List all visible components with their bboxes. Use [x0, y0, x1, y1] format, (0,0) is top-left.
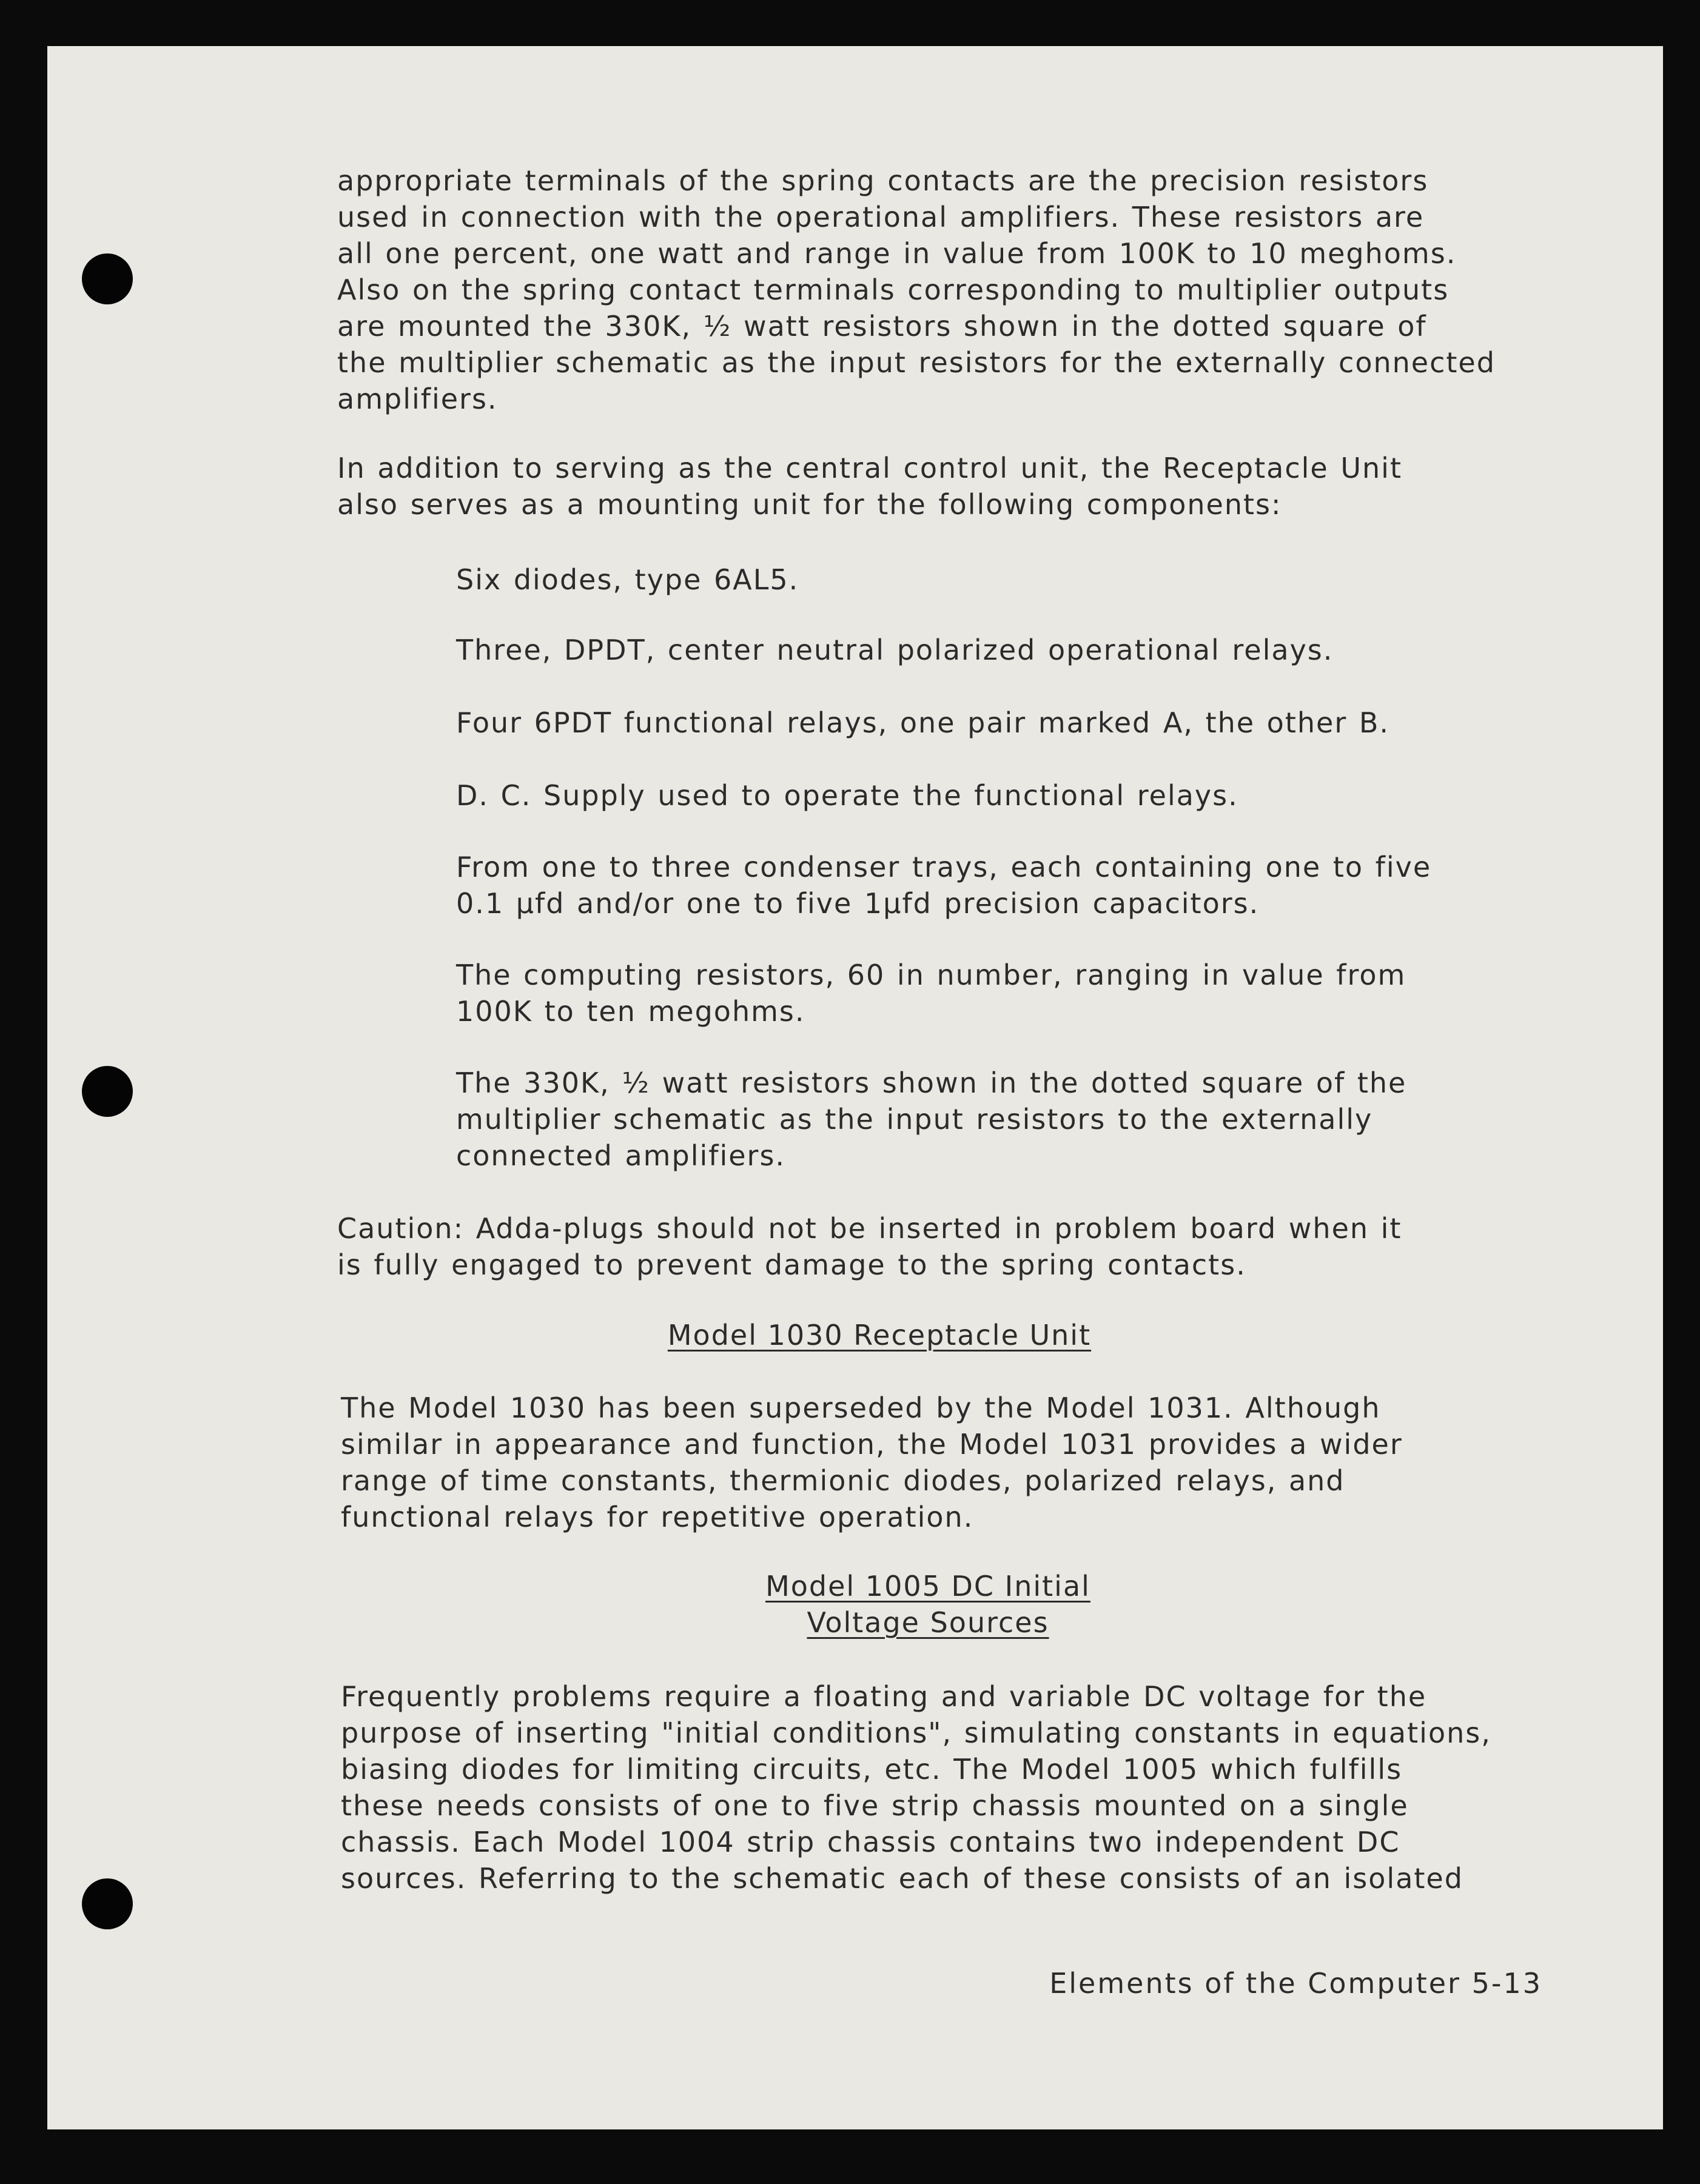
text-line: The Model 1030 has been superseded by the Model 1031. Although: [341, 1392, 1381, 1424]
section-heading-model-1030: Model 1030 Receptacle Unit: [667, 1319, 1092, 1352]
text-line: sources. Referring to the schematic each of these consists of an isolated: [341, 1862, 1463, 1895]
text-line: Three, DPDT, center neutral polarized operational relays.: [456, 634, 1334, 666]
text-line: purpose of inserting "initial conditions", simulating constants in equations,: [341, 1717, 1491, 1749]
list-item: [456, 705, 1548, 741]
paragraph-model-1005: [341, 1678, 1491, 1897]
caution-note: [337, 1210, 1402, 1283]
text-line: chassis. Each Model 1004 strip chassis contains two independent DC: [341, 1826, 1400, 1858]
punch-hole-bottom: [82, 1878, 133, 1929]
paragraph-mounting-unit: [337, 450, 1402, 523]
text-line: functional relays for repetitive operation.: [341, 1501, 974, 1533]
text-line: are mounted the 330K, ½ watt resistors shown in the dotted square of: [337, 310, 1427, 343]
list-item: [456, 561, 1548, 598]
text-line: appropriate terminals of the spring contacts are the precision resistors: [337, 164, 1429, 197]
list-item: [456, 632, 1548, 668]
text-line: also serves as a mounting unit for the following components:: [337, 488, 1282, 521]
text-line: range of time constants, thermionic diodes, polarized relays, and: [341, 1464, 1345, 1497]
text-line: Frequently problems require a floating and variable DC voltage for the: [341, 1680, 1427, 1713]
list-item: [456, 777, 1548, 814]
section-heading-model-1005: [667, 1568, 1189, 1641]
text-line: The computing resistors, 60 in number, ranging in value from: [456, 959, 1406, 991]
text-line: all one percent, one watt and range in value from 100K to 10 meghoms.: [337, 237, 1457, 270]
text-line: Six diodes, type 6AL5.: [456, 563, 799, 596]
text-line: Four 6PDT functional relays, one pair marked A, the other B.: [456, 706, 1390, 739]
text-line: these needs consists of one to five strip chassis mounted on a single: [341, 1789, 1409, 1822]
list-item: [456, 849, 1548, 922]
text-line: From one to three condenser trays, each containing one to five: [456, 851, 1432, 883]
punch-hole-middle: [82, 1066, 133, 1117]
text-line: is fully engaged to prevent damage to the spring contacts.: [337, 1248, 1246, 1281]
text-line: used in connection with the operational amplifiers. These resistors are: [337, 201, 1425, 233]
text-line: Caution: Adda-plugs should not be inserted in problem board when it: [337, 1212, 1402, 1245]
text-line: The 330K, ½ watt resistors shown in the dotted square of the: [456, 1067, 1407, 1099]
text-line: In addition to serving as the central control unit, the Receptacle Unit: [337, 452, 1402, 484]
list-item: [456, 957, 1548, 1030]
text-line: biasing diodes for limiting circuits, etc. The Model 1005 which fulfills: [341, 1753, 1403, 1786]
text-line: 0.1 µfd and/or one to five 1µfd precision capacitors.: [456, 887, 1260, 920]
text-line: multiplier schematic as the input resistors to the externally: [456, 1103, 1373, 1136]
punch-hole-top: [82, 253, 133, 304]
heading-line: Model 1005 DC Initial: [765, 1570, 1090, 1603]
paragraph-resistors: [337, 162, 1496, 417]
text-line: the multiplier schematic as the input resistors for the externally connected: [337, 346, 1496, 379]
list-item: [456, 1065, 1548, 1174]
text-line: 100K to ten megohms.: [456, 995, 805, 1028]
heading-line: Voltage Sources: [807, 1606, 1049, 1639]
text-line: similar in appearance and function, the Model 1031 provides a wider: [341, 1428, 1403, 1461]
text-line: amplifiers.: [337, 383, 498, 415]
text-line: Also on the spring contact terminals corresponding to multiplier outputs: [337, 273, 1450, 306]
paragraph-model-1030: [341, 1390, 1403, 1535]
page-footer: Elements of the Computer 5-13: [1049, 1967, 1542, 2000]
text-line: connected amplifiers.: [456, 1139, 786, 1172]
text-line: D. C. Supply used to operate the functional relays.: [456, 779, 1238, 812]
